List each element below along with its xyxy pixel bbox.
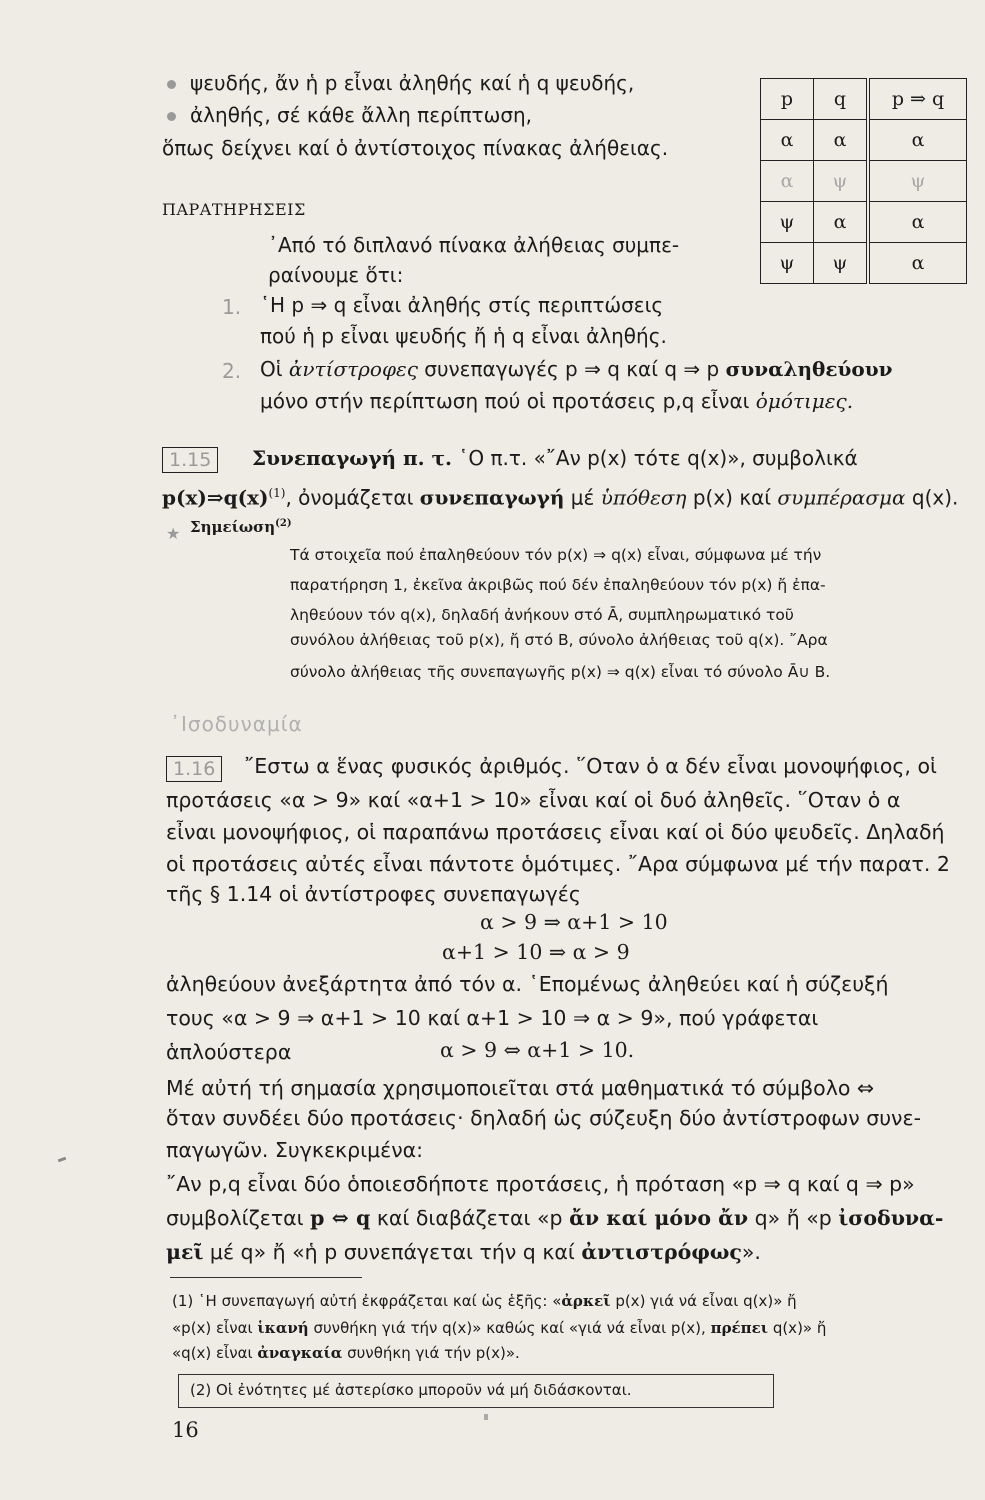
section-115-text: μέ [570, 485, 595, 510]
truth-table-cell: α [761, 161, 814, 202]
section-115-text: q(x). [911, 485, 959, 510]
section-115-text: , ὀνομάζεται [285, 485, 414, 510]
remarks-intro-line-1: ᾿Από τό διπλανό πίνακα ἀλήθειας συμπε- [268, 233, 680, 257]
note-title-text: Σημείωση [190, 518, 276, 536]
term-bold: ἀρκεῖ [561, 1292, 611, 1310]
footnote-ref: (1) [268, 486, 286, 500]
remark-2-line-2 [260, 386, 853, 416]
section-116-line: οἱ προτάσεις αὐτές εἶναι πάντοτε ὁμότιμες. ῎Αρα σύμφωνα μέ τήν παρατ. 2 [166, 852, 950, 876]
term-bold: ἰσοδυνα- [838, 1206, 944, 1230]
remark-2-text: Οἱ [260, 357, 283, 381]
note-line: παρατήρηση 1, ἐκεῖνα ἀκριβῶς πού δέν ἐπαληθεύουν τόν p(x) ἤ ἐπα- [290, 576, 826, 594]
footnote-text: «q(x) εἶναι [172, 1344, 253, 1362]
section-116-line: προτάσεις «α > 9» καί «α+1 > 10» εἶναι καί οἱ δυό ἀληθεῖς. ῞Οταν ὁ α [166, 788, 901, 812]
section-116-line: ῎Αν p,q εἶναι δύο ὁποιεσδήποτε προτάσεις, ἡ πρόταση «p ⇒ q καί q ⇒ p» [166, 1172, 915, 1196]
section-number-box: 1.15 [162, 447, 218, 473]
truth-table-cell: ψ [868, 161, 967, 202]
section-115-title: Συνεπαγωγή π. τ. [252, 446, 453, 470]
note-line: σύνολο ἀλήθειας τῆς συνεπαγωγῆς p(x) ⇒ q(x) εἶναι τό σύνολο Ā∪ Β. [290, 663, 831, 681]
formula-line: α > 9 ⇒ α+1 > 10 [480, 910, 668, 934]
scan-mark [58, 1157, 67, 1163]
section-116-line: εἶναι μονοψήφιος, οἱ παραπάνω προτάσεις εἶναι καί οἱ δύο ψευδεῖς. Δηλαδή [166, 820, 945, 844]
truth-table-cell: ψ [814, 243, 869, 284]
section-115-line-2 [162, 478, 958, 513]
section-116-text: μέ q» ἤ «ἡ p συνεπάγεται τήν q καί [209, 1240, 575, 1264]
term-bold: συνεπαγωγή [419, 485, 565, 510]
section-116-line: τῆς § 1.14 οἱ ἀντίστροφες συνεπαγωγές [166, 882, 581, 906]
term-bold: πρέπει [710, 1319, 769, 1337]
truth-table-cell: α [761, 120, 814, 161]
section-116-text: συμβολίζεται [166, 1206, 304, 1230]
note-title [190, 518, 292, 536]
truth-table-cell: α [814, 202, 869, 243]
footnote-text: συνθήκη γιά τήν p(x)». [347, 1344, 520, 1362]
term-bold: ἱκανή [257, 1319, 309, 1337]
remark-number: 2. [222, 359, 242, 383]
term-italic: ὑπόθεση [600, 485, 687, 510]
remark-number: 1. [222, 295, 242, 319]
remark-2-italic: ἀντίστροφες [288, 357, 418, 381]
intro-bullet-2: ἀληθής, σέ κάθε ἄλλη περίπτωση, [190, 103, 533, 127]
scan-mark [484, 1414, 488, 1420]
term-bold: μεῖ [166, 1240, 204, 1264]
footnote-text: συνθήκη γιά τήν q(x)» καθώς καί «γιά νά εἶναι p(x), [313, 1319, 706, 1337]
truth-table-row [761, 202, 967, 243]
truth-table-cell: α [814, 120, 869, 161]
truth-table-row [761, 120, 967, 161]
section-115-text: ῾Ο π.τ. «῎Αν p(x) τότε q(x)», συμβολικά [458, 446, 858, 470]
section-116-line: ῎Εστω α ἕνας φυσικός ἀριθμός. ῞Οταν ὁ α δέν εἶναι μονοψήφιος, οἱ [244, 754, 937, 778]
term-bold: ἄν καί μόνο ἄν [569, 1206, 749, 1230]
remark-1-line-2: πού ἡ p εἶναι ψευδής ἤ ἡ q εἶναι ἀληθής. [260, 324, 667, 348]
section-116-text: καί διαβάζεται «p [376, 1206, 563, 1230]
section-number-box: 1.16 [166, 756, 222, 782]
bullet-icon [167, 112, 176, 121]
truth-table-header [761, 79, 967, 120]
remark-2-italic: ὁμότιμες. [755, 389, 854, 413]
remarks-heading: ΠΑΡΑΤΗΡΗΣΕΙΣ [162, 200, 306, 219]
truth-table-header-cell: p [761, 79, 814, 120]
note-line: ληθεύουν τόν q(x), δηλαδή ἀνήκουν στό Ā, συμπληρωματικό τοῦ [290, 606, 794, 624]
star-icon: ★ [166, 524, 181, 543]
remark-2-line-1 [260, 354, 893, 384]
term-bold: ἀντιστρόφως [581, 1240, 742, 1264]
truth-table-cell: α [868, 120, 967, 161]
section-115-text: p(x) καί [692, 485, 772, 510]
truth-table-row [761, 161, 967, 202]
truth-table-row [761, 243, 967, 284]
footnote-2: (2) Οἱ ἐνότητες μέ ἀστερίσκο μποροῦν νά μή διδάσκονται. [190, 1381, 632, 1399]
section-116-line: ἀληθεύουν ἀνεξάρτητα ἀπό τόν α. ῾Επομένως ἀληθεύει καί ἡ σύζευξή [166, 972, 889, 996]
intro-bullet-1: ψευδής, ἄν ἡ p εἶναι ἀληθής καί ἡ q ψευδής, [190, 71, 635, 95]
note-line: συνόλου ἀλήθειας τοῦ p(x), ἤ στό Β, σύνολο ἀλήθειας τοῦ q(x). ῎Αρα [290, 631, 828, 649]
intro-line-3: ὅπως δείχνει καί ὁ ἀντίστοιχος πίνακας ἀλήθειας. [162, 136, 669, 160]
section-116-line: Μέ αὐτή τή σημασία χρησιμοποιεῖται στά μαθηματικά τό σύμβολο ⇔ [166, 1076, 875, 1100]
section-115-line-1 [252, 443, 858, 473]
remark-1-line-1: ῾Η p ⇒ q εἶναι ἀληθής στίς περιπτώσεις [260, 293, 664, 317]
remark-2-bold: συναληθεύουν [725, 357, 893, 381]
implication-formula: p(x)⇒q(x) [162, 485, 269, 510]
page-number: 16 [172, 1418, 199, 1442]
footnote-separator [170, 1277, 362, 1278]
formula-line: α+1 > 10 ⇒ α > 9 [442, 940, 630, 964]
truth-table-header-cell: q [814, 79, 869, 120]
footnote-text: «p(x) εἶναι [172, 1319, 253, 1337]
footnote-text: q(x)» ἤ [772, 1319, 827, 1337]
remark-2-text: μόνο στήν περίπτωση πού οἱ προτάσεις p,q εἶναι [260, 389, 750, 413]
equivalence-heading: ᾿Ισοδυναμία [170, 712, 303, 736]
footnote-text: p(x) γιά νά εἶναι q(x)» ἤ [615, 1292, 797, 1310]
simpler-label: ἁπλούστερα [166, 1040, 292, 1064]
formula-line: α > 9 ⇔ α+1 > 10. [440, 1038, 635, 1062]
section-116-line: ὅταν συνδέει δύο προτάσεις· δηλαδή ὡς σύζευξη δύο ἀντίστροφων συνε- [166, 1106, 921, 1130]
bullet-icon [167, 80, 176, 89]
footnote-1-line-3 [172, 1342, 520, 1364]
section-116-line: τους «α > 9 ⇒ α+1 > 10 καί α+1 > 10 ⇒ α > 9», πού γράφεται [166, 1006, 819, 1030]
footnote-text: (1) ῾Η συνεπαγωγή αὐτή ἐκφράζεται καί ὡς ἑξῆς: « [172, 1292, 562, 1310]
truth-table-header-cell: p ⇒ q [868, 79, 967, 120]
footnote-1-line-1 [172, 1290, 797, 1312]
truth-table-cell: ψ [761, 202, 814, 243]
term-bold: p ⇔ q [310, 1206, 371, 1230]
note-line: Τά στοιχεῖα πού ἐπαληθεύουν τόν p(x) ⇒ q(x) εἶναι, σύμφωνα μέ τήν [290, 546, 822, 564]
section-116-line [166, 1236, 761, 1268]
footnote-1-line-2 [172, 1317, 826, 1339]
section-116-text: ». [741, 1240, 761, 1264]
truth-table [760, 78, 967, 284]
truth-table-cell: ψ [761, 243, 814, 284]
term-bold: ἀναγκαία [257, 1344, 343, 1362]
footnote-ref: (2) [275, 518, 292, 529]
truth-table-cell: ψ [814, 161, 869, 202]
section-116-line: παγωγῶν. Συγκεκριμένα: [166, 1138, 424, 1162]
truth-table-cell: α [868, 243, 967, 284]
term-italic: συμπέρασμα [777, 485, 906, 510]
section-116-text: q» ἤ «p [754, 1206, 832, 1230]
remark-2-text: συνεπαγωγές p ⇒ q καί q ⇒ p [424, 357, 720, 381]
section-116-line [166, 1202, 943, 1234]
remarks-intro-line-2: ραίνουμε ὅτι: [268, 263, 404, 287]
truth-table-cell: α [868, 202, 967, 243]
